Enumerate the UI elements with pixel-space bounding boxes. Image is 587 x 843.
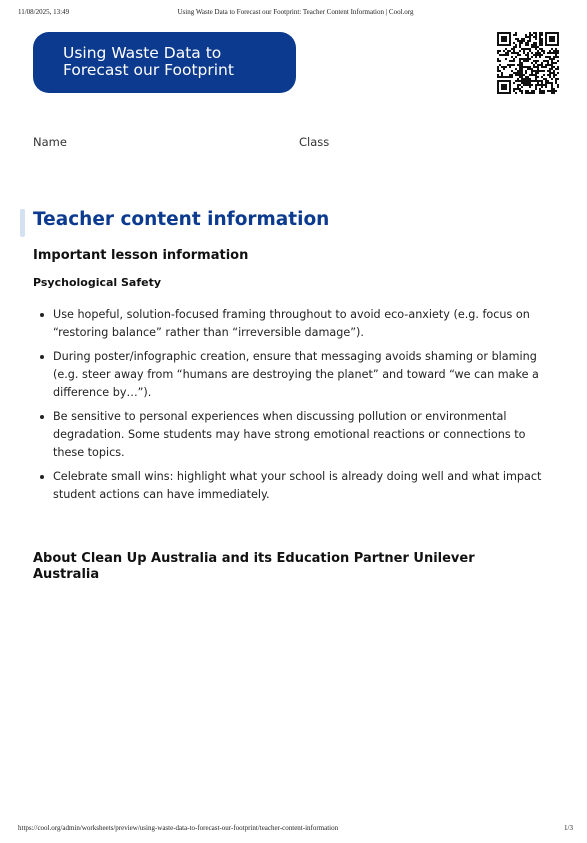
section-heading: Teacher content information <box>33 209 330 230</box>
about-heading: About Clean Up Australia and its Education Partner Unilever Australia <box>33 551 475 582</box>
bullet-icon <box>40 475 44 479</box>
bullet-icon <box>40 355 44 359</box>
print-document-title: Using Waste Data to Forecast our Footprint: Teacher Content Information | Cool.org <box>177 8 414 16</box>
list-item-text: Celebrate small wins: highlight what your school is already doing well and what impact student actions can have immediately. <box>53 470 542 501</box>
print-url: https://cool.org/admin/worksheets/preview/using-waste-data-to-forecast-our-footprint/teacher-content-information <box>18 824 339 832</box>
banner-title-line-1: Using Waste Data to <box>63 44 222 62</box>
psychological-safety-heading: Psychological Safety <box>33 276 162 289</box>
list-item <box>38 468 558 504</box>
banner-title-line-2: Forecast our Footprint <box>63 61 234 79</box>
guidance-list <box>38 306 558 510</box>
list-item-text: During poster/infographic creation, ensure that messaging avoids shaming or blaming (e.g. steer away from “humans are destroying the planet” and toward “we can make a difference by…”). <box>53 350 539 399</box>
lesson-info-heading: Important lesson information <box>33 248 249 263</box>
bullet-icon <box>40 313 44 317</box>
list-item-text: Be sensitive to personal experiences when discussing pollution or environmental degradation. Some students may have strong emotional reactions or connections to these topics. <box>53 410 526 459</box>
section-accent-bar <box>20 209 25 237</box>
list-item <box>38 348 558 402</box>
class-field-label: Class <box>299 135 330 149</box>
title-banner <box>33 32 296 93</box>
bullet-icon <box>40 415 44 419</box>
name-field-label: Name <box>33 135 67 149</box>
print-date: 11/08/2025, 13:49 <box>18 8 70 16</box>
qr-code-icon <box>497 32 559 94</box>
page-number: 1/3 <box>564 824 573 832</box>
list-item <box>38 306 558 342</box>
list-item-text: Use hopeful, solution-focused framing throughout to avoid eco-anxiety (e.g. focus on “restoring balance” rather than “irreversible damage”). <box>53 308 530 339</box>
list-item <box>38 408 558 462</box>
